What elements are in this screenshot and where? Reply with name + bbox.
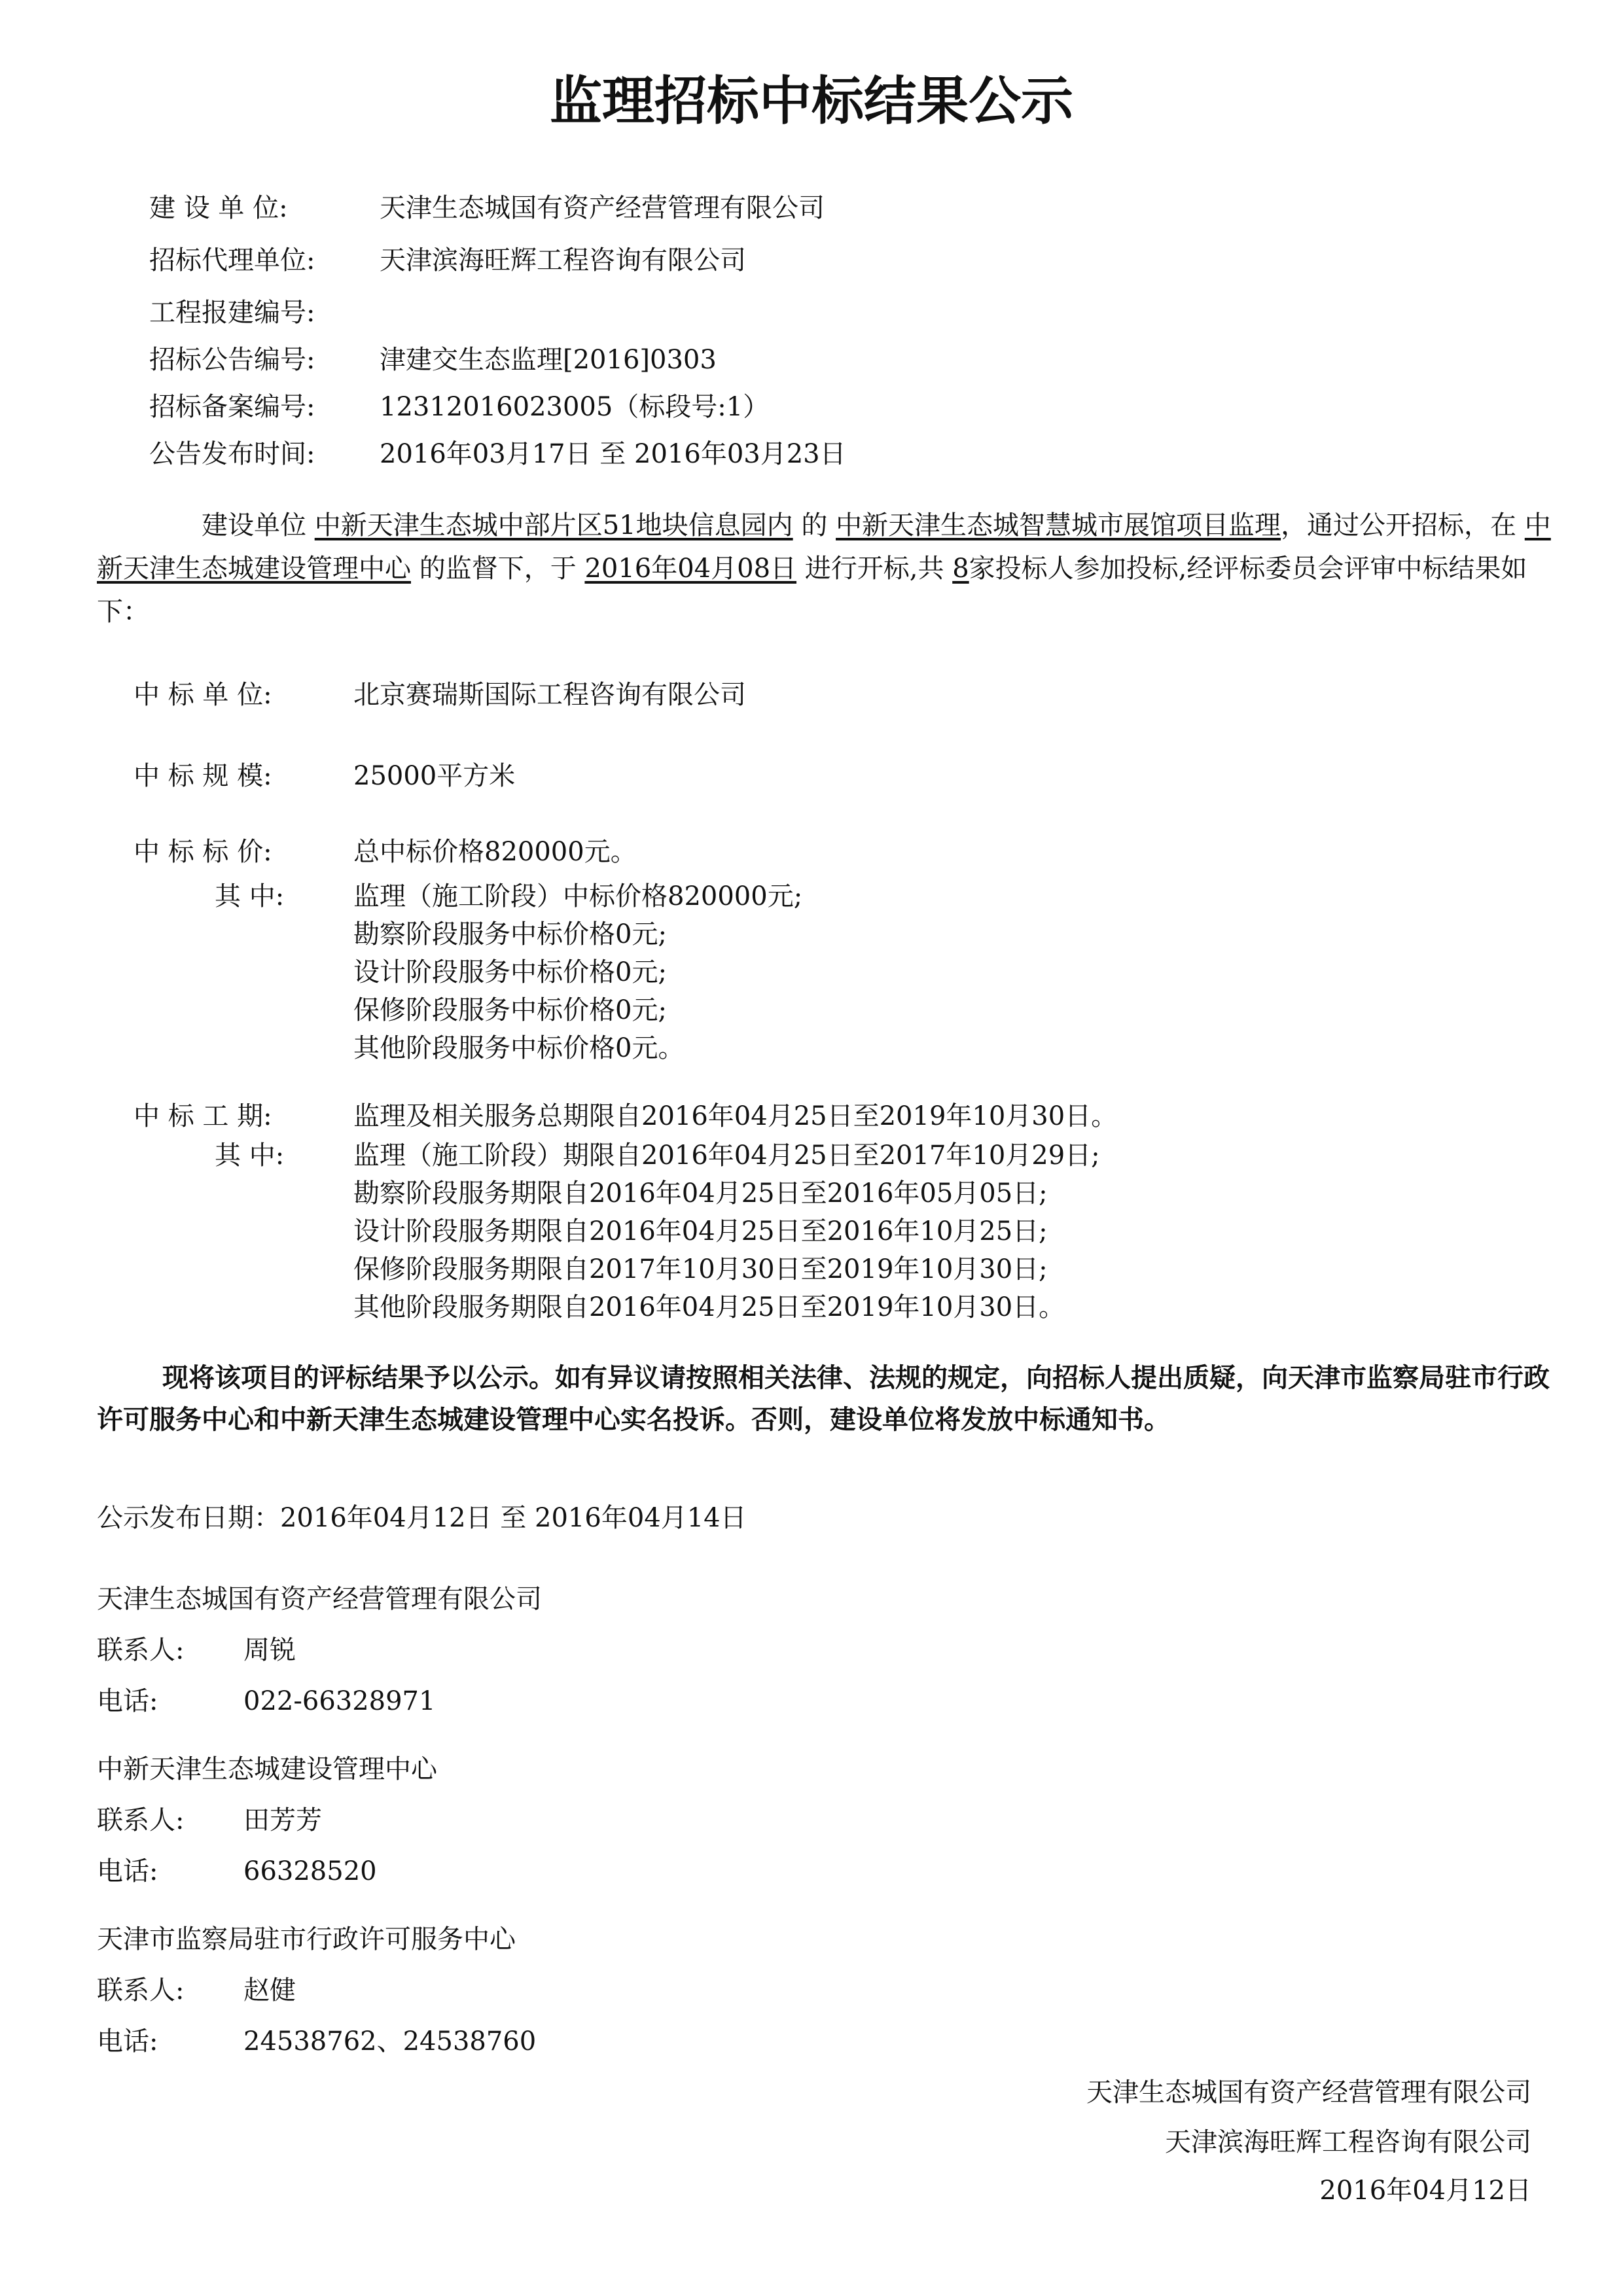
builder-label: 建 设 单 位: [149, 193, 288, 223]
contact-phone: 24538762、24538760 [243, 2026, 537, 2057]
contact-person-label: 联系人: [97, 1805, 185, 1835]
publish-time-value: 2016年03月17日 至 2016年03月23日 [380, 439, 846, 469]
project-location: 中新天津生态城中部片区51地块信息园内 [314, 510, 793, 540]
publish-time-label: 公告发布时间: [149, 439, 315, 469]
project-number-label: 工程报建编号: [149, 298, 315, 328]
agent-label: 招标代理单位: [149, 245, 315, 275]
period-line: 保修阶段服务期限自2017年10月30日至2019年10月30日; [353, 1254, 1048, 1284]
contact-org: 天津生态城国有资产经营管理有限公司 [97, 1584, 542, 1614]
scale-value: 25000平方米 [353, 761, 516, 791]
contact-phone-label: 电话: [97, 2026, 158, 2057]
announcement-number-value: 津建交生态监理[2016]0303 [380, 345, 717, 375]
intro-paragraph [97, 504, 1563, 633]
supervisor-org: 中新天津生态城建设管理中心 [97, 510, 1551, 584]
price-line: 监理（施工阶段）中标价格820000元; [353, 881, 803, 911]
price-label: 中 标 标 价: [134, 837, 272, 867]
contact-person-label: 联系人: [97, 1635, 185, 1665]
intro-text: ，通过公开招标，在 [1281, 510, 1525, 540]
period-breakdown-label: 其 中: [215, 1140, 285, 1171]
contact-person: 田芳芳 [243, 1805, 322, 1835]
contact-person: 周锐 [243, 1635, 296, 1665]
price-breakdown-label: 其 中: [215, 881, 285, 911]
signature-date: 2016年04月12日 [1319, 2176, 1531, 2206]
signature-org: 天津生态城国有资产经营管理有限公司 [1086, 2077, 1531, 2108]
agent-value: 天津滨海旺辉工程咨询有限公司 [380, 245, 746, 275]
price-line: 勘察阶段服务中标价格0元; [353, 919, 667, 949]
intro-text: 的 [793, 510, 836, 540]
intro-text: 进行开标,共 [796, 554, 953, 584]
intro-text: 的监督下，于 [411, 554, 585, 584]
intro-text: 建设单位 [202, 510, 315, 540]
contact-phone-label: 电话: [97, 1686, 158, 1716]
record-number-label: 招标备案编号: [149, 392, 315, 422]
publish-date: 公示发布日期：2016年04月12日 至 2016年04月14日 [97, 1503, 747, 1533]
price-line: 其他阶段服务中标价格0元。 [353, 1033, 685, 1063]
bid-open-date: 2016年04月08日 [584, 554, 797, 584]
contact-phone: 66328520 [243, 1856, 377, 1886]
period-line: 设计阶段服务期限自2016年04月25日至2016年10月25日; [353, 1216, 1048, 1246]
period-line: 监理（施工阶段）期限自2016年04月25日至2017年10月29日; [353, 1140, 1100, 1171]
period-label: 中 标 工 期: [134, 1101, 272, 1131]
intro-text: 家投标人参加投标,经评标委员会评审中标结果如下： [97, 554, 1527, 627]
contact-person: 赵健 [243, 1975, 296, 2005]
announcement-number-label: 招标公告编号: [149, 345, 315, 375]
page-title: 监理招标中标结果公示 [550, 71, 1073, 132]
notice-paragraph: 现将该项目的评标结果予以公示。如有异议请按照相关法律、法规的规定，向招标人提出质疑，向天津市监察局驻市行政许可服务中心和中新天津生态城建设管理中心实名投诉。否则，建设单位将发放中标通知书。 [97, 1363, 1550, 1435]
scale-label: 中 标 规 模: [134, 761, 272, 791]
contact-phone-label: 电话: [97, 1856, 158, 1886]
bidder-count: 8 [952, 554, 969, 584]
project-name: 中新天津生态城智慧城市展馆项目监理 [836, 510, 1281, 540]
contact-phone: 022-66328971 [243, 1686, 436, 1716]
period-line: 勘察阶段服务期限自2016年04月25日至2016年05月05日; [353, 1178, 1048, 1209]
record-number-value: 12312016023005（标段号:1） [380, 392, 770, 422]
builder-value: 天津生态城国有资产经营管理有限公司 [380, 193, 825, 223]
winner-value: 北京赛瑞斯国际工程咨询有限公司 [353, 680, 746, 710]
contact-person-label: 联系人: [97, 1975, 185, 2005]
period-value: 监理及相关服务总期限自2016年04月25日至2019年10月30日。 [353, 1101, 1118, 1131]
contact-org: 中新天津生态城建设管理中心 [97, 1754, 437, 1784]
period-line: 其他阶段服务期限自2016年04月25日至2019年10月30日。 [353, 1292, 1065, 1322]
signature-org: 天津滨海旺辉工程咨询有限公司 [1165, 2127, 1531, 2157]
price-line: 设计阶段服务中标价格0元; [353, 957, 667, 987]
winner-label: 中 标 单 位: [134, 680, 272, 710]
contact-org: 天津市监察局驻市行政许可服务中心 [97, 1924, 516, 1954]
price-value: 总中标价格820000元。 [353, 837, 637, 867]
price-line: 保修阶段服务中标价格0元; [353, 995, 667, 1025]
